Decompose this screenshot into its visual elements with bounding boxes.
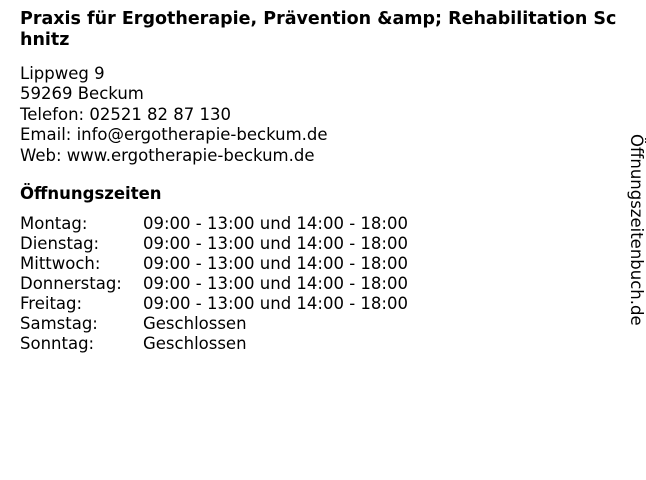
day-label: Freitag: xyxy=(20,294,83,313)
street: Lippweg 9 xyxy=(20,64,105,83)
hours-row-monday xyxy=(20,214,408,234)
address-block xyxy=(20,64,328,166)
brand-side-label: Öffnungszeitenbuch.de xyxy=(627,134,646,326)
business-title: Praxis für Ergotherapie, Prävention &amp; Rehabilitation Schnitz xyxy=(20,9,617,50)
phone: Telefon: 02521 82 87 130 xyxy=(20,104,232,124)
hours-value: 09:00 - 13:00 und 14:00 - 18:00 xyxy=(143,254,408,273)
opening-hours-heading: Öffnungszeiten xyxy=(20,184,162,203)
hours-value: 09:00 - 13:00 und 14:00 - 18:00 xyxy=(143,234,408,253)
website: Web: www.ergotherapie-beckum.de xyxy=(20,145,315,165)
hours-row-sunday xyxy=(20,334,408,354)
hours-value: 09:00 - 13:00 und 14:00 - 18:00 xyxy=(143,214,408,233)
day-label: Samstag: xyxy=(20,314,98,333)
hours-value: Geschlossen xyxy=(143,314,247,333)
email: Email: info@ergotherapie-beckum.de xyxy=(20,125,328,145)
day-label: Dienstag: xyxy=(20,234,100,253)
hours-value: 09:00 - 13:00 und 14:00 - 18:00 xyxy=(143,274,408,293)
opening-hours-table xyxy=(20,214,408,354)
day-label: Mittwoch: xyxy=(20,254,101,273)
hours-row-tuesday xyxy=(20,234,408,254)
day-label: Montag: xyxy=(20,214,88,233)
city: 59269 Beckum xyxy=(20,84,144,104)
day-label: Sonntag: xyxy=(20,334,95,353)
hours-row-wednesday xyxy=(20,254,408,274)
hours-value: Geschlossen xyxy=(143,334,247,353)
hours-row-thursday xyxy=(20,274,408,294)
day-label: Donnerstag: xyxy=(20,274,122,293)
hours-row-friday xyxy=(20,294,408,314)
hours-value: 09:00 - 13:00 und 14:00 - 18:00 xyxy=(143,294,408,313)
hours-row-saturday xyxy=(20,314,408,334)
